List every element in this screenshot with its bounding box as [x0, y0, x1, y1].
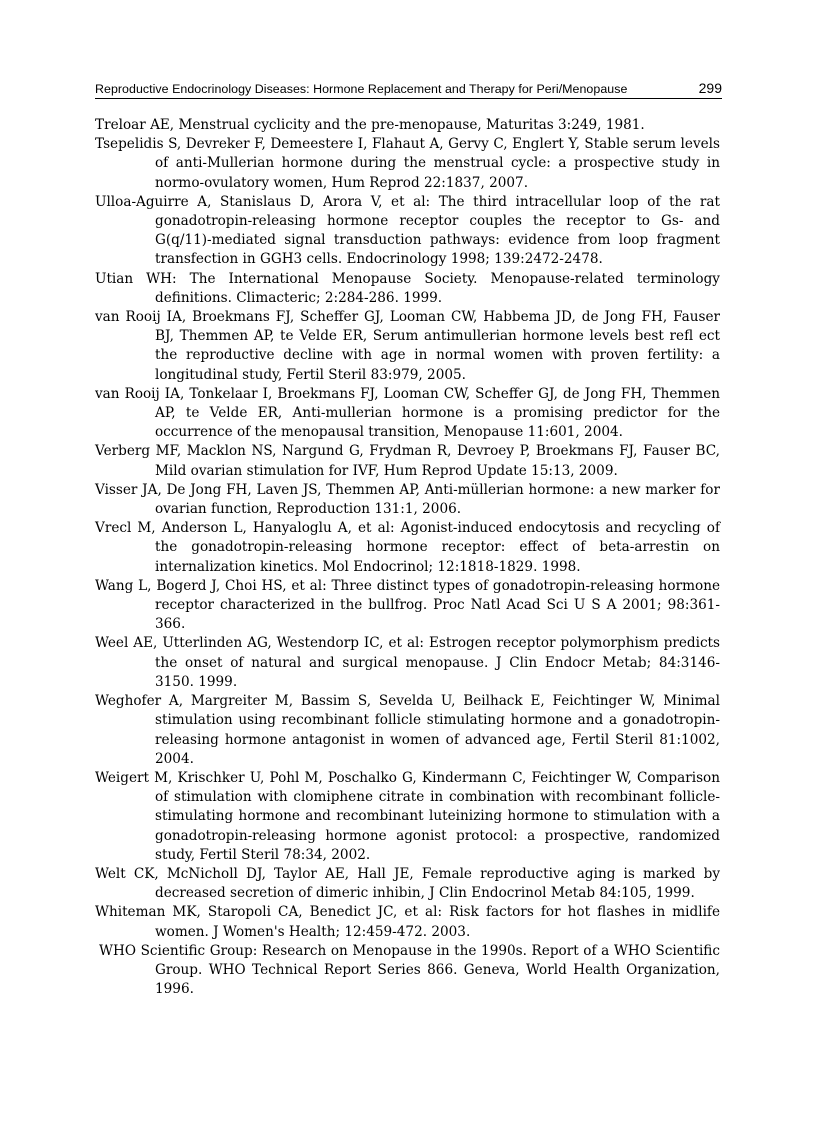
- reference-entry: Ulloa-Aguirre A, Stanislaus D, Arora V, et al: The third intracellular loop of the rat gonadotropin-releasing hormone receptor couples the receptor to Gs- and G(q/11)-mediated signal transduction pathways: evidence from loop fragment transfection in GGH3 cells. Endocrinology 1998; 139:2472-2478.: [95, 193, 720, 268]
- reference-entry: van Rooij IA, Tonkelaar I, Broekmans FJ, Looman CW, Scheffer GJ, de Jong FH, Themmen AP, te Velde ER, Anti-mullerian hormone is a promising predictor for the occurrence of the menopausal transition, Menopause 11:601, 2004.: [95, 385, 720, 441]
- reference-entry: Vrecl M, Anderson L, Hanyaloglu A, et al: Agonist-induced endocytosis and recycling of the gonadotropin-releasing hormone receptor: effect of beta-arrestin on internalization kinetics. Mol Endocrinol; 12:1818-1829. 1998.: [95, 520, 720, 575]
- reference-entry: Weghofer A, Margreiter M, Bassim S, Sevelda U, Beilhack E, Feichtinger W, Minimal stimulation using recombinant follicle stimulating hormone and a gonadotropin-releasing hormone antagonist in women of advanced age, Fertil Steril 81:1002, 2004.: [95, 693, 720, 767]
- reference-list: [95, 116, 720, 999]
- reference-entry: Utian WH: The International Menopause Society. Menopause-related terminology definitions. Climacteric; 2:284-286. 1999.: [95, 270, 720, 306]
- reference-entry: Whiteman MK, Staropoli CA, Benedict JC, et al: Risk factors for hot flashes in midlife women. J Women's Health; 12:459-472. 2003.: [95, 904, 720, 940]
- reference-entry: Tsepelidis S, Devreker F, Demeestere I, Flahaut A, Gervy C, Englert Y, Stable serum levels of anti-Mullerian hormone during the menstrual cycle: a prospective study in normo-ovulatory women, Hum Reprod 22:1837, 2007.: [95, 136, 720, 191]
- reference-entry: Weigert M, Krischker U, Pohl M, Poschalko G, Kindermann C, Feichtinger W, Comparison of stimulation with clomiphene citrate in combination with recombinant follicle-stimulating hormone and recombinant luteinizing hormone to stimulation with a gonadotropin-releasing hormone agonist protocol: a prospective, randomized study, Fertil Steril 78:34, 2002.: [95, 769, 720, 863]
- reference-entry: van Rooij IA, Broekmans FJ, Scheffer GJ, Looman CW, Habbema JD, de Jong FH, Fauser BJ, Themmen AP, te Velde ER, Serum antimullerian hormone levels best refl ect the reproductive decline with age in normal women with proven fertility: a longitudinal study, Fertil Steril 83:979, 2005.: [95, 309, 720, 383]
- page-header: [95, 78, 722, 99]
- reference-entry: Visser JA, De Jong FH, Laven JS, Themmen AP, Anti-müllerian hormone: a new marker for ovarian function, Reproduction 131:1, 2006.: [95, 481, 720, 518]
- page-number: 299: [698, 80, 722, 96]
- reference-entry: Treloar AE, Menstrual cyclicity and the pre-menopause, Maturitas 3:249, 1981.: [95, 117, 645, 133]
- reference-entry: Weel AE, Utterlinden AG, Westendorp IC, et al: Estrogen receptor polymorphism predicts the onset of natural and surgical menopause. J Clin Endocr Metab; 84:3146-3150. 1999.: [95, 635, 720, 690]
- reference-entry: Verberg MF, Macklon NS, Nargund G, Frydman R, Devroey P, Broekmans FJ, Fauser BC, Mild ovarian stimulation for IVF, Hum Reprod Update 15:13, 2009.: [95, 443, 720, 479]
- running-title: Reproductive Endocrinology Diseases: Hormone Replacement and Therapy for Peri/Menopause: [95, 82, 628, 96]
- reference-entry: WHO Scientific Group: Research on Menopause in the 1990s. Report of a WHO Scientific Group. WHO Technical Report Series 866. Geneva, World Health Organization, 1996.: [99, 942, 720, 998]
- reference-entry: Wang L, Bogerd J, Choi HS, et al: Three distinct types of gonadotropin-releasing hormone receptor characterized in the bullfrog. Proc Natl Acad Sci U S A 2001; 98:361-366.: [95, 577, 720, 633]
- reference-entry: Welt CK, McNicholl DJ, Taylor AE, Hall JE, Female reproductive aging is marked by decreased secretion of dimeric inhibin, J Clin Endocrinol Metab 84:105, 1999.: [95, 865, 720, 902]
